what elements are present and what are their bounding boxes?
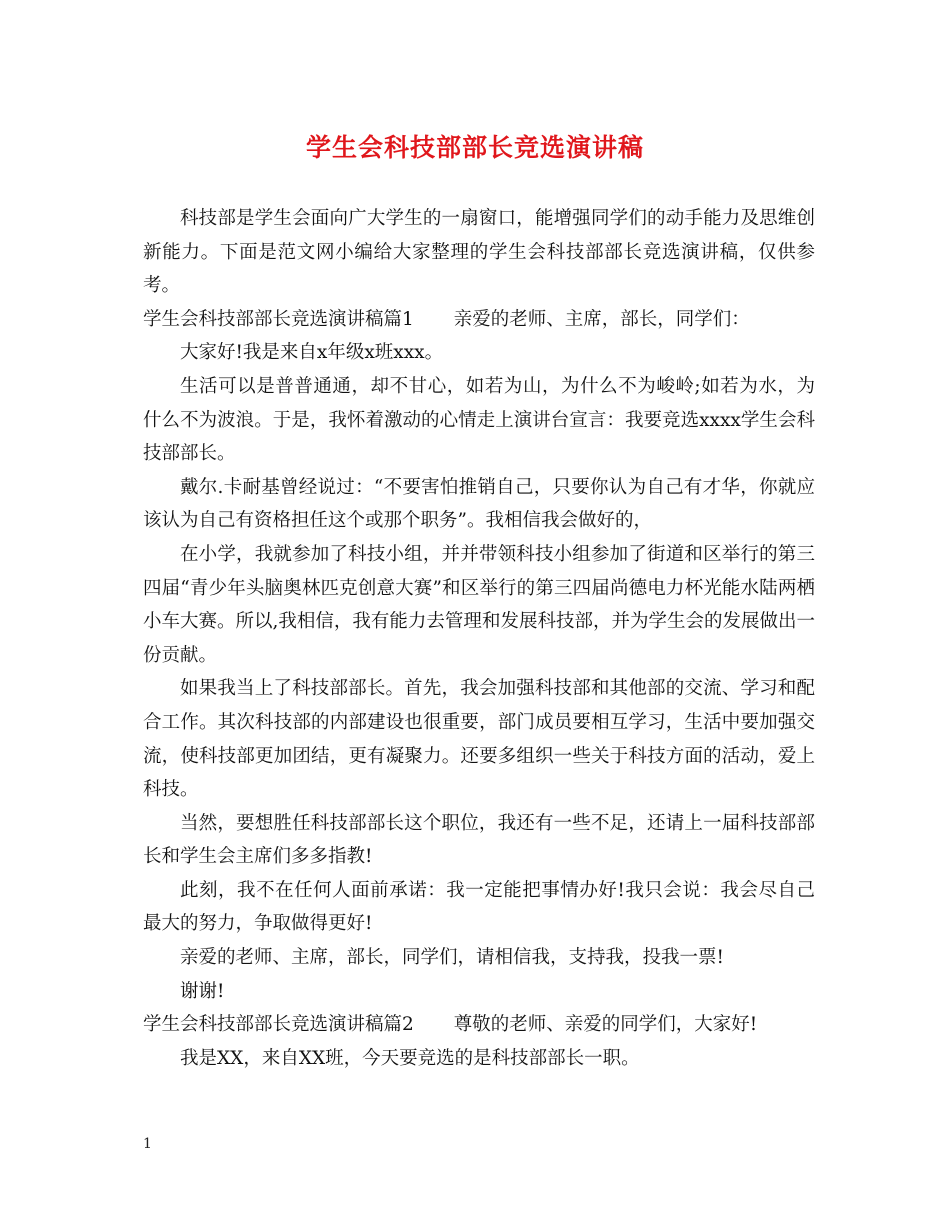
- paragraph: 亲爱的老师、主席，部长，同学们，请相信我，支持我，投我一票!: [180, 947, 724, 969]
- paragraph: 大家好!我是来自x年级x班xxx。: [180, 342, 444, 364]
- paragraph: 生活可以是普普通通，却不甘心，如若为山，为什么不为峻岭;如若为水，为什么不为波浪。于是，我怀着激动的心情走上演讲台宣言：我要竞选xxxx学生会科技部部长。: [143, 375, 815, 465]
- page-number: 1: [143, 1136, 152, 1152]
- paragraph-intro: 科技部是学生会面向广大学生的一扇窗口，能增强同学们的动手能力及思维创新能力。下面是范文网小编给大家整理的学生会科技部部长竞选演讲稿，仅供参考。: [143, 208, 815, 297]
- section-title: 学生会科技部部长竞选演讲稿篇1: [143, 308, 414, 330]
- paragraph: 在小学，我就参加了科技小组，并并带领科技小组参加了街道和区举行的第三四届“青少年头脑奥林匹克创意大赛”和区举行的第三四届尚德电力杯光能水陆两栖小车大赛。所以,我相信，我有能力去管理和发展科技部，并为学生会的发展做出一份贡献。: [143, 543, 815, 666]
- salutation: 尊敬的老师、亲爱的同学们，大家好!: [453, 1014, 758, 1036]
- section-title: 学生会科技部部长竞选演讲稿篇2: [143, 1014, 414, 1036]
- paragraph: 当然，要想胜任科技部部长这个职位，我还有一些不足，还请上一届科技部部长和学生会主席们多多指教!: [143, 812, 815, 868]
- paragraph: 我是XX，来自XX班，今天要竞选的是科技部部长一职。: [180, 1047, 640, 1069]
- section-heading-1: [143, 303, 815, 337]
- section-heading-2: [143, 1008, 815, 1042]
- document-body: [143, 202, 815, 1075]
- paragraph: 如果我当上了科技部部长。首先，我会加强科技部和其他部的交流、学习和配合工作。其次科技部的内部建设也很重要，部门成员要相互学习，生活中要加强交流，使科技部更加团结，更有凝聚力。还要多组织一些关于科技方面的活动，爱上科技。: [143, 678, 815, 801]
- paragraph: 戴尔.卡耐基曾经说过：“不要害怕推销自己，只要你认为自己有才华，你就应该认为自己有资格担任这个或那个职务”。我相信我会做好的，: [143, 476, 815, 532]
- salutation: 亲爱的老师、主席，部长，同学们：: [453, 308, 750, 330]
- paragraph: 此刻，我不在任何人面前承诺：我一定能把事情办好!我只会说：我会尽自己最大的努力，争取做得更好!: [143, 879, 815, 935]
- paragraph: 谢谢!: [180, 980, 225, 1002]
- page-title: 学生会科技部部长竞选演讲稿: [305, 133, 644, 162]
